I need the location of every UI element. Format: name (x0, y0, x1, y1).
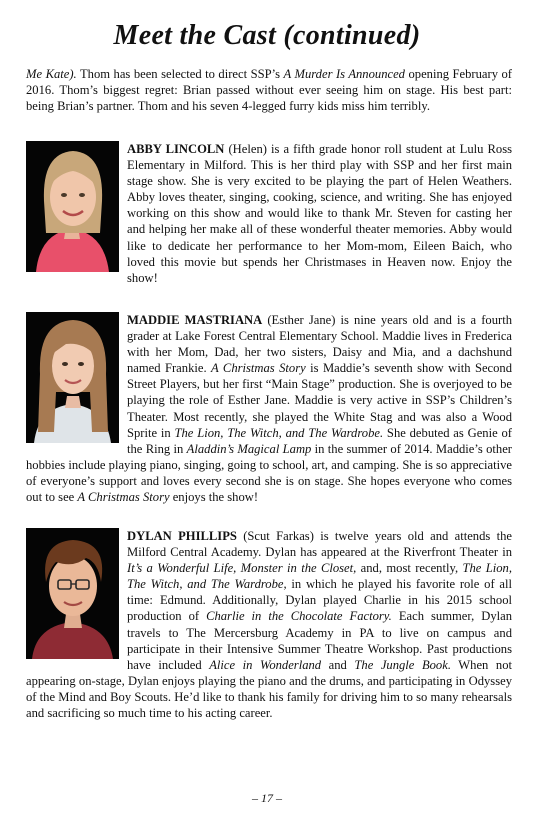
page-number: – 17 – (252, 791, 282, 805)
cast-bio-text: in the summer of 2014. Maddie’s other hobbies include playing piano, singing, going to school, art, and camping. She is so appreciative of everyone’s support and loves every second she is on stage. She hopes everyone who comes out to see (26, 441, 512, 505)
cast-bio-text: in which he played his favorite role of all time: Edmund. Additionally, Dylan played Charlie in his 2015 school production of (127, 577, 512, 624)
cast-bio-text: and, most recently, (356, 561, 463, 576)
show-title: A Christmas Story (77, 490, 170, 505)
cast-bio-text: Each summer, Dylan travels to The Mercersburg Academy in PA to live on campus and participate in their Intensive Summer Theatre Workshop. Past productions have included (127, 609, 512, 672)
cast-bio-text: (Scut Farkas) is twelve years old and attends the Milford Central Academy. Dylan has appeared at the Riverfront Theater in (127, 529, 512, 560)
cast-bio-text: and (321, 657, 355, 672)
cast-bio-text: (Esther Jane) is nine years old and is a fourth grader at Lake Forest Central Elementary School. Maddie lives in Frederica with her Mom, Dad, her two sisters, Daisy and Mia, and a dachshund named Frankie. (127, 313, 512, 376)
cast-bio-abby (26, 141, 512, 286)
cast-name: DYLAN PHILLIPS (127, 529, 237, 543)
show-title: Charlie in the Chocolate Factory. (206, 609, 392, 624)
intro-paragraph (26, 66, 512, 114)
cast-bio-dylan (26, 528, 512, 721)
headshot-photo (26, 312, 119, 443)
headshot-photo (26, 528, 119, 659)
intro-show-title: Me Kate). (26, 67, 77, 81)
cast-bio-text: She debuted as Genie of the Ring in (127, 425, 512, 456)
show-title: The Lion, The Witch, and The Wardrobe, (127, 561, 512, 592)
cast-name: ABBY LINCOLN (127, 142, 225, 156)
show-title: Alice in Wonderland (209, 657, 322, 672)
page-title: Meet the Cast (continued) (113, 20, 421, 51)
cast-name: MADDIE MASTRIANA (127, 313, 263, 327)
headshot-photo (26, 141, 119, 272)
cast-bio-text: When not appearing on-stage, Dylan enjoys playing the piano and the drums, and participating in Odyssey of the Mind and Boy Scouts. He’d like to thank his family for driving him to so many rehearsals and sacrificing so much time to his acting career. (26, 657, 512, 721)
show-title: Aladdin’s Magical Lamp (186, 441, 312, 456)
show-title: The Lion, The Witch, and The Wardrobe. (174, 425, 384, 440)
cast-bio-maddie (26, 312, 512, 505)
show-title: It’s a Wonderful Life, Monster in the Closet, (127, 561, 357, 576)
intro-show-title-2: A Murder Is Announced (283, 67, 405, 81)
intro-text-2: opening February of 2016. Thom’s biggest regret: Brian passed without ever seeing him on stage. His best part: being Brian’s partner. Thom and his seven 4-legged furry kids miss him terribly. (26, 67, 512, 114)
cast-bio-text: is Maddie’s seventh show with Second Street Players, but her first “Main Stage” production. She is overjoyed to be playing the role of Esther Jane. Maddie is very active in SSP’s Children’s Theater. Most recently, she played the White Stag and was also a Wood Sprite in (127, 361, 513, 440)
show-title: The Jungle Book. (354, 657, 451, 672)
intro-text: Thom has been selected to direct SSP’s (76, 67, 284, 81)
show-title: A Christmas Story (211, 361, 306, 376)
cast-bio-text: (Helen) is a fifth grade honor roll student at Lulu Ross Elementary in Milford. This is her third play with SSP and her first main stage show. She is very excited to be playing the part of Helen Weathers. Abby loves theater, singing, cooking, science, and writing. She has enjoyed working on this show and would like to thank Mr. Steven for casting her and helping her make all of these wonderful theater memories. Abby would like to dedicate her performance to her Mom-mom, Eileen Baich, who loved this movie but spends her Christmases in Heaven now. Enjoy the show! (127, 142, 512, 285)
cast-bio-text: enjoys the show! (169, 490, 259, 505)
